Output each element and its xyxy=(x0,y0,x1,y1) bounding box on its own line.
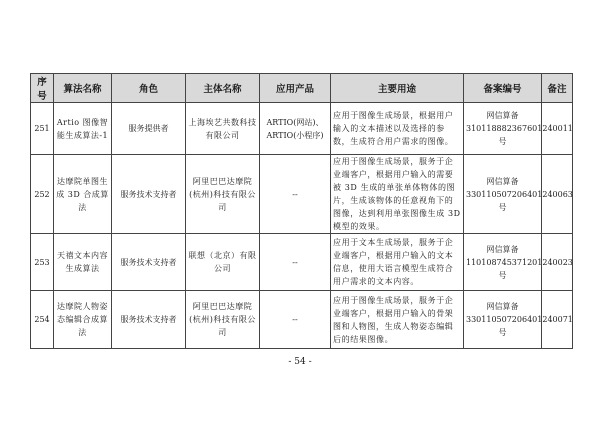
row-no: 251 xyxy=(31,103,54,155)
header-algorithm-name: 算法名称 xyxy=(54,74,112,103)
header-filing-number: 备案编号 xyxy=(464,74,542,103)
table-row xyxy=(31,103,573,155)
row-usage: 应用于文本生成场景，服务于企业端客户，根据用户输入的文本信息，使用大语言模型生成符合用户需求的文本内容。 xyxy=(331,234,464,291)
row-usage: 应用于图像生成场景，服务于企业端客户，根据用户输入的需要被 3D 生成的单张单体物体的图片，生成该物体的任意视角下的图像，达到利用单张图像生成 3D 模型的效果。 xyxy=(331,155,464,234)
row-product: -- xyxy=(260,234,331,291)
header-row xyxy=(31,74,573,103)
row-product: -- xyxy=(260,291,331,349)
row-product: -- xyxy=(260,155,331,234)
header-usage: 主要用途 xyxy=(331,74,464,103)
row-entity: 阿里巴巴达摩院(杭州)科技有限公司 xyxy=(186,291,260,349)
row-usage: 应用于图像生成场景，根据用户输入的文本描述以及选择的参数，生成符合用户需求的图像。 xyxy=(331,103,464,155)
header-role: 角色 xyxy=(112,74,186,103)
row-role: 服务技术支持者 xyxy=(112,291,186,349)
row-usage: 应用于图像生成场景，服务于企业端客户，根据用户输入的骨架图和人物图，生成人物姿态编辑后的结果图像。 xyxy=(331,291,464,349)
table-row xyxy=(31,291,573,349)
row-entity: 阿里巴巴达摩院(杭州)科技有限公司 xyxy=(186,155,260,234)
header-no: 序号 xyxy=(31,74,54,103)
row-no: 254 xyxy=(31,291,54,349)
row-algorithm-name: 达摩院单图生成 3D 合成算法 xyxy=(54,155,112,234)
row-no: 252 xyxy=(31,155,54,234)
row-algorithm-name: 天禧文本内容生成算法 xyxy=(54,234,112,291)
page-number: - 54 - xyxy=(288,357,312,367)
row-entity: 联想（北京）有限公司 xyxy=(186,234,260,291)
row-filing-number: 网信算备 330110507206401240071 号 xyxy=(464,291,542,349)
algorithm-filing-table xyxy=(30,73,573,349)
row-filing-number: 网信算备 330110507206401240063 号 xyxy=(464,155,542,234)
header-entity: 主体名称 xyxy=(186,74,260,103)
header-product: 应用产品 xyxy=(260,74,331,103)
row-role: 服务技术支持者 xyxy=(112,155,186,234)
row-algorithm-name: 达摩院人物姿态编辑合成算法 xyxy=(54,291,112,349)
table-row xyxy=(31,155,573,234)
row-entity: 上海埃艺共数科技有限公司 xyxy=(186,103,260,155)
header-remark: 备注 xyxy=(542,74,573,103)
table-row xyxy=(31,234,573,291)
row-no: 253 xyxy=(31,234,54,291)
row-filing-number: 网信算备 110108745371201240023 号 xyxy=(464,234,542,291)
row-filing-number: 网信算备 310118882367601240011 号 xyxy=(464,103,542,155)
row-algorithm-name: Artio 图像智能生成算法-1 xyxy=(54,103,112,155)
row-role: 服务提供者 xyxy=(112,103,186,155)
row-product: ARTIO(网站)、ARTIO(小程序) xyxy=(260,103,331,155)
row-role: 服务技术支持者 xyxy=(112,234,186,291)
